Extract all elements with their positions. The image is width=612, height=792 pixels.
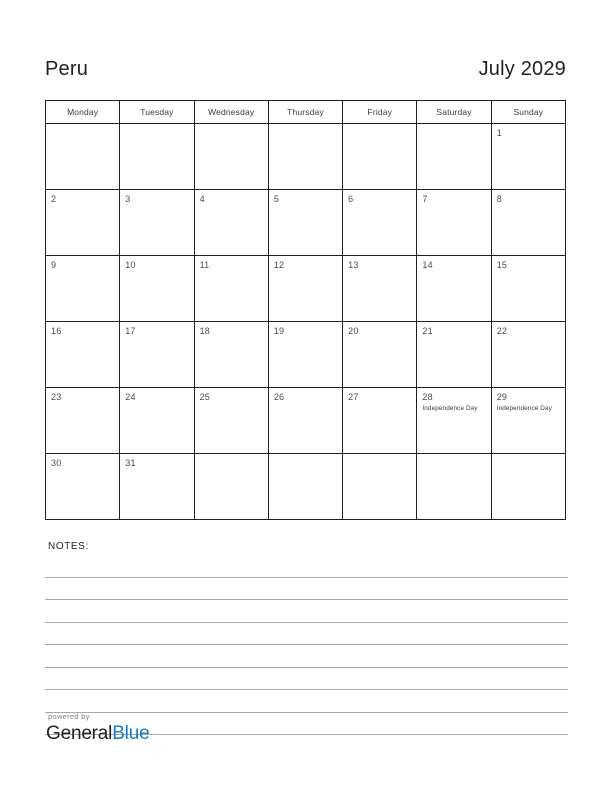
- day-cell-content: [269, 256, 342, 321]
- day-number: 17: [125, 326, 136, 336]
- day-number: 11: [199, 260, 210, 270]
- calendar-day-cell-empty: [268, 454, 342, 520]
- calendar-day-cell[interactable]: [120, 322, 194, 388]
- calendar-day-cell[interactable]: [268, 256, 342, 322]
- day-cell-content: [269, 322, 342, 387]
- day-cell-content: [417, 256, 490, 321]
- calendar-day-cell[interactable]: [491, 124, 565, 190]
- weekday-header-tuesday: Tuesday: [120, 101, 194, 124]
- brand-name-blue: Blue: [112, 723, 150, 744]
- day-cell-content: [492, 322, 565, 387]
- day-number: 3: [125, 194, 131, 204]
- day-number: 10: [125, 260, 136, 270]
- day-cell-content: [120, 322, 193, 387]
- weekday-header-thursday: Thursday: [268, 101, 342, 124]
- day-number: 28: [422, 392, 433, 402]
- brand-name-general: General: [46, 723, 113, 744]
- calendar-day-cell[interactable]: [46, 322, 120, 388]
- day-cell-content: [492, 454, 565, 519]
- calendar-day-cell[interactable]: [417, 388, 491, 454]
- day-number: 1: [496, 128, 502, 138]
- calendar-day-cell[interactable]: [46, 190, 120, 256]
- day-cell-content: [343, 256, 416, 321]
- day-number: 6: [348, 194, 354, 204]
- calendar-day-cell[interactable]: [491, 256, 565, 322]
- day-number: 16: [51, 326, 62, 336]
- day-cell-content: [343, 124, 416, 189]
- holiday-label: Independence Day: [422, 405, 478, 412]
- calendar-day-cell[interactable]: [343, 256, 417, 322]
- calendar-day-cell[interactable]: [491, 388, 565, 454]
- calendar-day-cell[interactable]: [343, 190, 417, 256]
- day-number: 29: [496, 392, 508, 402]
- day-number: 22: [496, 326, 508, 336]
- day-cell-content: [195, 256, 268, 321]
- calendar-day-cell[interactable]: [491, 190, 565, 256]
- day-number: 24: [125, 392, 136, 402]
- calendar-day-cell[interactable]: [46, 388, 120, 454]
- calendar-day-cell-empty: [417, 124, 491, 190]
- notes-label: NOTES:: [48, 541, 89, 552]
- day-number: 30: [51, 458, 62, 468]
- day-cell-content: [343, 388, 416, 453]
- weekday-header-monday: Monday: [46, 101, 120, 124]
- page-title: Peru: [45, 58, 89, 80]
- calendar-week-row: [46, 388, 566, 454]
- calendar-day-cell[interactable]: [120, 190, 194, 256]
- day-cell-content: [343, 322, 416, 387]
- calendar-day-cell[interactable]: [268, 190, 342, 256]
- day-cell-content: [46, 256, 119, 321]
- day-cell-content: [343, 454, 416, 519]
- calendar-day-cell[interactable]: [417, 190, 491, 256]
- day-cell-content: [417, 124, 490, 189]
- weekday-header-friday: Friday: [343, 101, 417, 124]
- note-line[interactable]: [45, 578, 568, 601]
- day-cell-content: [120, 256, 193, 321]
- calendar-week-row: [46, 190, 566, 256]
- calendar-day-cell[interactable]: [120, 454, 194, 520]
- calendar-day-cell-empty: [343, 124, 417, 190]
- day-cell-content: [46, 190, 119, 255]
- calendar-day-cell[interactable]: [46, 454, 120, 520]
- calendar-day-cell[interactable]: [194, 388, 268, 454]
- calendar-day-cell[interactable]: [120, 256, 194, 322]
- day-cell-content: [492, 190, 565, 255]
- day-number: 18: [199, 326, 210, 336]
- note-line[interactable]: [45, 645, 568, 668]
- calendar-week-row: [46, 454, 566, 520]
- calendar-day-cell-empty: [46, 124, 120, 190]
- weekday-header-row: [46, 101, 566, 124]
- calendar-day-cell[interactable]: [491, 322, 565, 388]
- calendar-day-cell[interactable]: [194, 256, 268, 322]
- day-cell-content: [417, 454, 490, 519]
- calendar-day-cell[interactable]: [46, 256, 120, 322]
- note-line[interactable]: [45, 623, 568, 646]
- day-cell-content: [195, 124, 268, 189]
- notes-lines: [45, 555, 568, 735]
- day-cell-content: [269, 190, 342, 255]
- note-line[interactable]: [45, 668, 568, 691]
- note-line[interactable]: [45, 600, 568, 623]
- calendar-day-cell-empty: [491, 454, 565, 520]
- day-cell-content: [46, 124, 119, 189]
- calendar-header-row: [46, 101, 566, 124]
- day-number: 23: [51, 392, 62, 402]
- day-number: 4: [199, 194, 205, 204]
- day-cell-content: [343, 190, 416, 255]
- calendar-grid: [45, 100, 566, 520]
- day-number: 7: [422, 194, 428, 204]
- notes-section: [45, 540, 568, 735]
- calendar-day-cell-empty: [268, 124, 342, 190]
- calendar-day-cell[interactable]: [194, 322, 268, 388]
- calendar-day-cell-empty: [120, 124, 194, 190]
- calendar-week-row: [46, 124, 566, 190]
- day-cell-content: [269, 454, 342, 519]
- day-cell-content: [492, 124, 565, 189]
- calendar-week-row: [46, 256, 566, 322]
- calendar-day-cell-empty: [343, 454, 417, 520]
- footer-branding: [46, 712, 246, 745]
- weekday-header-saturday: Saturday: [417, 101, 491, 124]
- day-cell-content: [492, 256, 565, 321]
- calendar-day-cell[interactable]: [268, 388, 342, 454]
- calendar-day-cell[interactable]: [417, 322, 491, 388]
- day-cell-content: [46, 322, 119, 387]
- day-number: 13: [348, 260, 359, 270]
- holiday-label: Independence Day: [496, 405, 552, 412]
- calendar-day-cell[interactable]: [343, 322, 417, 388]
- day-cell-content: [120, 190, 193, 255]
- day-number: 26: [273, 392, 285, 402]
- day-number: 25: [199, 392, 210, 402]
- day-cell-content: [195, 190, 268, 255]
- day-number: 21: [422, 326, 433, 336]
- calendar-day-cell[interactable]: [343, 388, 417, 454]
- day-cell-content: [269, 124, 342, 189]
- day-cell-content: [417, 322, 490, 387]
- day-cell-content: [46, 454, 119, 519]
- powered-by-label: powered by: [48, 712, 90, 721]
- calendar-day-cell[interactable]: [194, 190, 268, 256]
- day-number: 8: [496, 194, 502, 204]
- calendar-day-cell-empty: [194, 124, 268, 190]
- day-number: 15: [496, 260, 508, 270]
- month-year-title: July 2029: [478, 58, 566, 80]
- day-cell-content: [195, 454, 268, 519]
- day-cell-content: [120, 388, 193, 453]
- calendar-body: [46, 124, 566, 520]
- note-line[interactable]: [45, 690, 568, 713]
- day-cell-content: [120, 124, 193, 189]
- day-number: 5: [273, 194, 280, 204]
- day-cell-content: [269, 388, 342, 453]
- day-number: 12: [273, 260, 285, 270]
- day-number: 2: [51, 194, 57, 204]
- calendar-day-cell[interactable]: [268, 322, 342, 388]
- day-number: 20: [348, 326, 359, 336]
- page-header: [45, 50, 566, 80]
- day-cell-content: [417, 388, 490, 453]
- day-number: 14: [422, 260, 433, 270]
- calendar-week-row: [46, 322, 566, 388]
- day-cell-content: [417, 190, 490, 255]
- day-number: 19: [273, 326, 285, 336]
- day-number: 31: [125, 458, 136, 468]
- day-cell-content: [120, 454, 193, 519]
- day-cell-content: [46, 388, 119, 453]
- day-cell-content: [195, 388, 268, 453]
- calendar-day-cell-empty: [194, 454, 268, 520]
- weekday-header-sunday: Sunday: [491, 101, 565, 124]
- day-number: 27: [348, 392, 359, 402]
- calendar-day-cell-empty: [417, 454, 491, 520]
- day-number: 9: [51, 260, 57, 270]
- note-line[interactable]: [45, 555, 568, 578]
- day-cell-content: [195, 322, 268, 387]
- day-cell-content: [492, 388, 565, 453]
- calendar-day-cell[interactable]: [120, 388, 194, 454]
- calendar-day-cell[interactable]: [417, 256, 491, 322]
- weekday-header-wednesday: Wednesday: [194, 101, 268, 124]
- generalblue-logo[interactable]: [46, 723, 246, 745]
